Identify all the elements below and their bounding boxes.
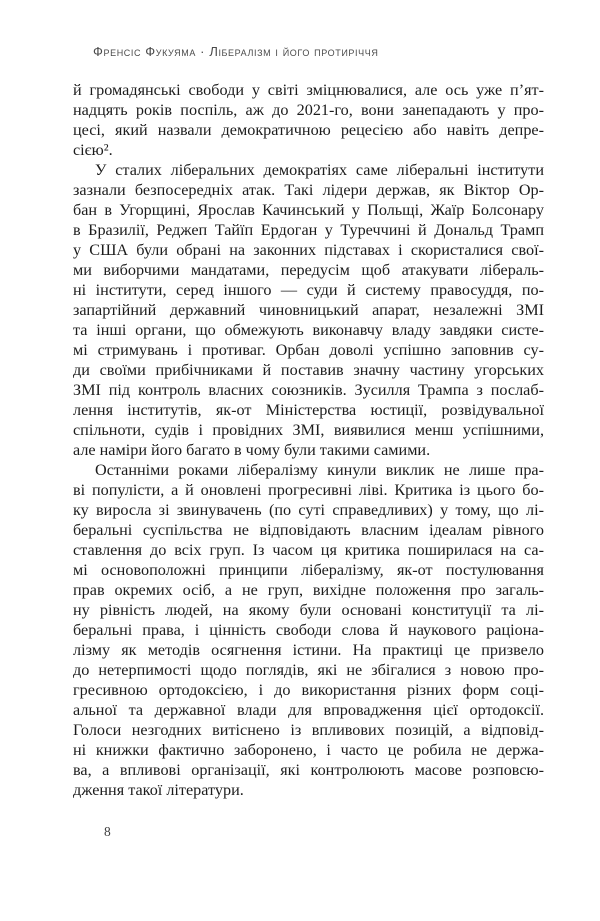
text-line: але наміри його багато в чому були такими самими.: [73, 441, 431, 459]
text-line: ві популісти, а й оновлені прогресивні ліві. Критика із цього бо-: [73, 481, 544, 499]
text-line: в Бразилії, Реджеп Тайїп Ердоган у Туреччині й Дональд Трамп: [73, 221, 544, 239]
text-line: ди своїми прибічниками й поставив значну частину угорських: [73, 361, 544, 379]
text-line: у США були обрані на законних підставах і скористалися свої-: [73, 241, 544, 259]
text-line: ні інститути, серед іншого — суди й систему правосуддя, по-: [73, 281, 544, 299]
text-line: беральні суспільства не відповідають власним ідеалам рівного: [73, 521, 544, 539]
text-line: спільноти, судів і провідних ЗМІ, виявилися менш успішними,: [73, 421, 544, 439]
text-line: мі стримувань і противаг. Орбан доволі успішно заповнив су-: [73, 341, 544, 359]
text-line: Останніми роками лібералізму кинули виклик не лише пра-: [95, 461, 544, 479]
text-line: Голоси незгодних витіснено із впливових позицій, а відповід-: [73, 721, 544, 739]
running-header: Френсіс Фукуяма · Лібералізм і його протиріччя: [93, 44, 379, 59]
text-line: ва, а впливові організації, які контролюють масове розповсю-: [73, 761, 544, 779]
text-line: та інші органи, що обмежують виконавчу владу завдяки систе-: [73, 321, 544, 339]
text-line: надцять років поспіль, аж до 2021-го, вони занепадають у про-: [73, 101, 544, 119]
text-line: ми виборчими мандатами, передусім щоб атакувати лібераль-: [73, 261, 544, 279]
text-line: ЗМІ під контроль власних союзників. Зусилля Трампа з послаб-: [73, 381, 544, 399]
body-text-block: [73, 80, 544, 800]
text-line: ну рівність людей, на якому були основані конституції та лі-: [73, 601, 544, 619]
text-line: мі основоположні принципи лібералізму, як-от постулювання: [73, 561, 544, 579]
text-line: дження такої літератури.: [73, 781, 244, 799]
text-line: лення інститутів, як-от Міністерства юстиції, розвідувальної: [73, 401, 544, 419]
text-line: альної та державної влади для впровадження цієї ортодоксії.: [73, 701, 544, 719]
text-line: зазнали безпосередніх атак. Такі лідери держав, як Віктор Ор-: [73, 181, 544, 199]
text-line: сією².: [73, 141, 113, 159]
text-line: бан в Угорщині, Ярослав Качинський у Польщі, Жаїр Болсонару: [73, 201, 544, 219]
text-line: ку виросла зі звинувачень (по суті справедливих) у тому, що лі-: [73, 501, 544, 519]
text-line: ставлення до всіх груп. Із часом ця критика поширилася на са-: [73, 541, 544, 559]
text-line: ні книжки фактично заборонено, і часто це робила не держа-: [73, 741, 544, 759]
page-number: 8: [104, 824, 111, 839]
text-line: прав окремих осіб, а не груп, вихідне положення про загаль-: [73, 581, 544, 599]
text-line: й громадянські свободи у світі зміцнювалися, але ось уже п’ят-: [73, 81, 544, 99]
text-line: гресивною ортодоксією, і до використання різних форм соці-: [73, 681, 544, 699]
text-line: цесі, який назвали демократичною рецесією або навіть депре-: [73, 121, 544, 139]
text-line: до нетерпимості щодо поглядів, які не збігалися з новою про-: [73, 661, 544, 679]
text-line: лізму як методів осягнення істини. На практиці це призвело: [73, 641, 544, 659]
text-line: У сталих ліберальних демократіях саме ліберальні інститути: [95, 161, 544, 179]
text-line: беральні права, і цінність свободи слова й наукового раціона-: [73, 621, 544, 639]
text-line: запартійний державний чиновницький апарат, незалежні ЗМІ: [73, 301, 544, 319]
